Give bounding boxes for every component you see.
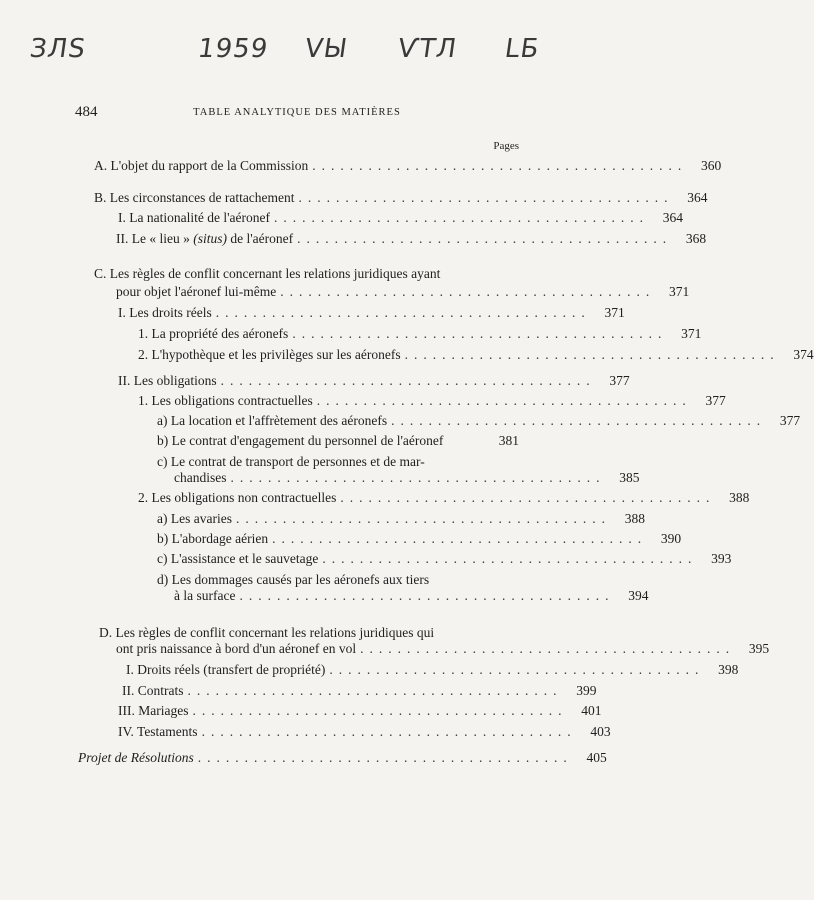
- toc-entry-page: 388: [624, 511, 645, 526]
- toc-entry: [174, 588, 649, 604]
- toc-entry: [118, 373, 630, 389]
- toc-entry-label: c) L'assistance et le sauvetage: [157, 551, 319, 566]
- toc-entry-page: 377: [779, 413, 801, 428]
- leader-dots: ........................................: [239, 588, 615, 603]
- toc-entry: [157, 511, 645, 527]
- leader-dots: ........................................: [220, 373, 596, 388]
- toc-entry-label: III. Mariages: [118, 703, 189, 718]
- toc-entry-label: b) L'abordage aérien: [157, 531, 269, 546]
- leader-dots: ........................................: [280, 284, 656, 299]
- toc-entry-page: 381: [498, 433, 519, 448]
- toc-entry-page: 377: [609, 373, 630, 388]
- handwritten-mark: ЗЛS: [27, 34, 88, 64]
- leader-dots: ........................................: [297, 231, 673, 246]
- toc-entry-label: b) Le contrat d'engagement du personnel de l'aéronef: [157, 433, 444, 448]
- leader-dots: ........................................: [322, 551, 698, 566]
- toc-entry-page: 388: [729, 490, 750, 505]
- toc-entry-page: 393: [711, 551, 732, 566]
- toc-entry-label: 2. L'hypothèque et les privilèges sur les aéronefs: [138, 347, 401, 362]
- toc-entry-label-line: D. Les règles de conflit concernant les relations juridiques qui: [99, 625, 435, 640]
- toc-entry-page: 403: [590, 724, 611, 739]
- leader-dots: ........................................: [404, 347, 780, 362]
- handwritten-mark: LБ: [502, 34, 542, 64]
- toc-entry: [174, 470, 640, 486]
- leader-dots: ........................................: [187, 683, 563, 698]
- leader-dots: ........................................: [273, 210, 649, 225]
- handwritten-mark: VЫ: [302, 34, 350, 64]
- toc-entry-label: [116, 231, 293, 247]
- toc-entry-page: 377: [705, 393, 726, 408]
- leader-dots: ........................................: [292, 326, 668, 341]
- toc-entry-label: a) Les avaries: [157, 511, 232, 526]
- toc-entry: [157, 433, 519, 449]
- toc-entry: [157, 551, 732, 567]
- toc-entry-label: II. Contrats: [122, 683, 184, 698]
- toc-entry-label: chandises: [174, 470, 227, 485]
- leader-dots: ........................................: [192, 703, 568, 718]
- toc-entry-label: pour objet l'aéronef lui-même: [116, 284, 277, 299]
- toc-entry-label: 2. Les obligations non contractuelles: [138, 490, 337, 505]
- toc-entry: [116, 641, 770, 657]
- toc-entry-label: IV. Testaments: [118, 724, 198, 739]
- leader-dots: ........................................: [272, 531, 648, 546]
- toc-entry: [94, 190, 708, 206]
- toc-entry-label-italic: (situs): [193, 231, 227, 246]
- toc-entry: [118, 305, 625, 321]
- toc-entry: [118, 210, 683, 226]
- toc-entry-page: 371: [604, 305, 625, 320]
- toc-entry-label: Projet de Résolutions: [78, 750, 194, 765]
- toc-entry-label: II. Les obligations: [118, 373, 217, 388]
- handwritten-mark: 1959: [195, 34, 271, 64]
- leader-dots: ........................................: [316, 393, 692, 408]
- toc-entry: [118, 703, 602, 719]
- toc-entry-label-line: C. Les règles de conflit concernant les relations juridiques ayant: [94, 266, 441, 281]
- toc-entry: [122, 683, 597, 699]
- toc-entry: [138, 347, 814, 363]
- leader-dots: ........................................: [340, 490, 716, 505]
- toc-entry-label-line: c) Le contrat de transport de personnes et de mar-: [157, 454, 425, 469]
- toc-entry-label: A. L'objet du rapport de la Commission: [94, 158, 309, 173]
- toc-entry: [78, 750, 607, 766]
- toc-entry-label: 1. La propriété des aéronefs: [138, 326, 289, 341]
- leader-dots: ........................................: [298, 190, 674, 205]
- toc-entry-page: 364: [662, 210, 683, 225]
- toc-entry-page: 371: [669, 284, 690, 299]
- page-number: 484: [75, 104, 98, 120]
- toc-entry: [116, 231, 707, 247]
- toc-entry: [157, 531, 682, 547]
- toc-entry-label: 1. Les obligations contractuelles: [138, 393, 313, 408]
- toc-entry-label: I. La nationalité de l'aéronef: [118, 210, 270, 225]
- toc-entry: [94, 158, 722, 174]
- toc-entry-page: 405: [586, 750, 607, 765]
- toc-entry-page: 360: [701, 158, 722, 173]
- toc-entry: [138, 393, 726, 409]
- toc-entry-label-part: II. Le « lieu »: [116, 231, 194, 246]
- toc-entry-page: 401: [581, 703, 602, 718]
- toc-entry-page: 394: [628, 588, 649, 603]
- toc-entry-label: B. Les circonstances de rattachement: [94, 190, 295, 205]
- leader-dots: ........................................: [329, 662, 705, 677]
- leader-dots: ........................................: [197, 750, 573, 765]
- handwritten-mark: ѴТЛ: [395, 34, 459, 64]
- toc-entry-label-line: d) Les dommages causés par les aéronefs aux tiers: [157, 572, 430, 587]
- toc-entry-page: 364: [687, 190, 708, 205]
- toc-entry-label: I. Les droits réels: [118, 305, 212, 320]
- leader-dots: ........................................: [312, 158, 688, 173]
- running-head: TABLE ANALYTIQUE DES MATIÈRES: [193, 107, 401, 118]
- toc-entry-page: 371: [681, 326, 702, 341]
- toc-entry: [138, 326, 702, 342]
- leader-dots: ........................................: [201, 724, 577, 739]
- leader-dots: ........................................: [360, 641, 736, 656]
- toc-entry-page: 390: [660, 531, 682, 546]
- toc-entry-page: 399: [576, 683, 597, 698]
- toc-entry-page: 374: [793, 347, 814, 362]
- toc-entry-label: ont pris naissance à bord d'un aéronef en vol: [116, 641, 357, 656]
- toc-entry-page: 398: [718, 662, 739, 677]
- toc-entry-label-part: de l'aéronef: [226, 231, 294, 246]
- toc-entry: [118, 724, 611, 740]
- toc-entry-page: 368: [685, 231, 707, 246]
- toc-entry: [116, 284, 690, 300]
- leader-dots: ........................................: [235, 511, 611, 526]
- leader-dots: ........................................: [230, 470, 606, 485]
- leader-dots: ........................................: [215, 305, 591, 320]
- toc-entry-page: 385: [619, 470, 640, 485]
- pages-column-label: Pages: [493, 140, 519, 152]
- toc-entry-label: a) La location et l'affrètement des aéronefs: [157, 413, 388, 428]
- toc-entry-label: à la surface: [174, 588, 236, 603]
- toc-entry: [126, 662, 739, 678]
- toc-entry-page: 395: [748, 641, 770, 656]
- toc-entry-label: I. Droits réels (transfert de propriété): [126, 662, 326, 677]
- toc-entry: [138, 490, 750, 506]
- leader-dots: ........................................: [391, 413, 767, 428]
- toc-entry: [157, 413, 801, 429]
